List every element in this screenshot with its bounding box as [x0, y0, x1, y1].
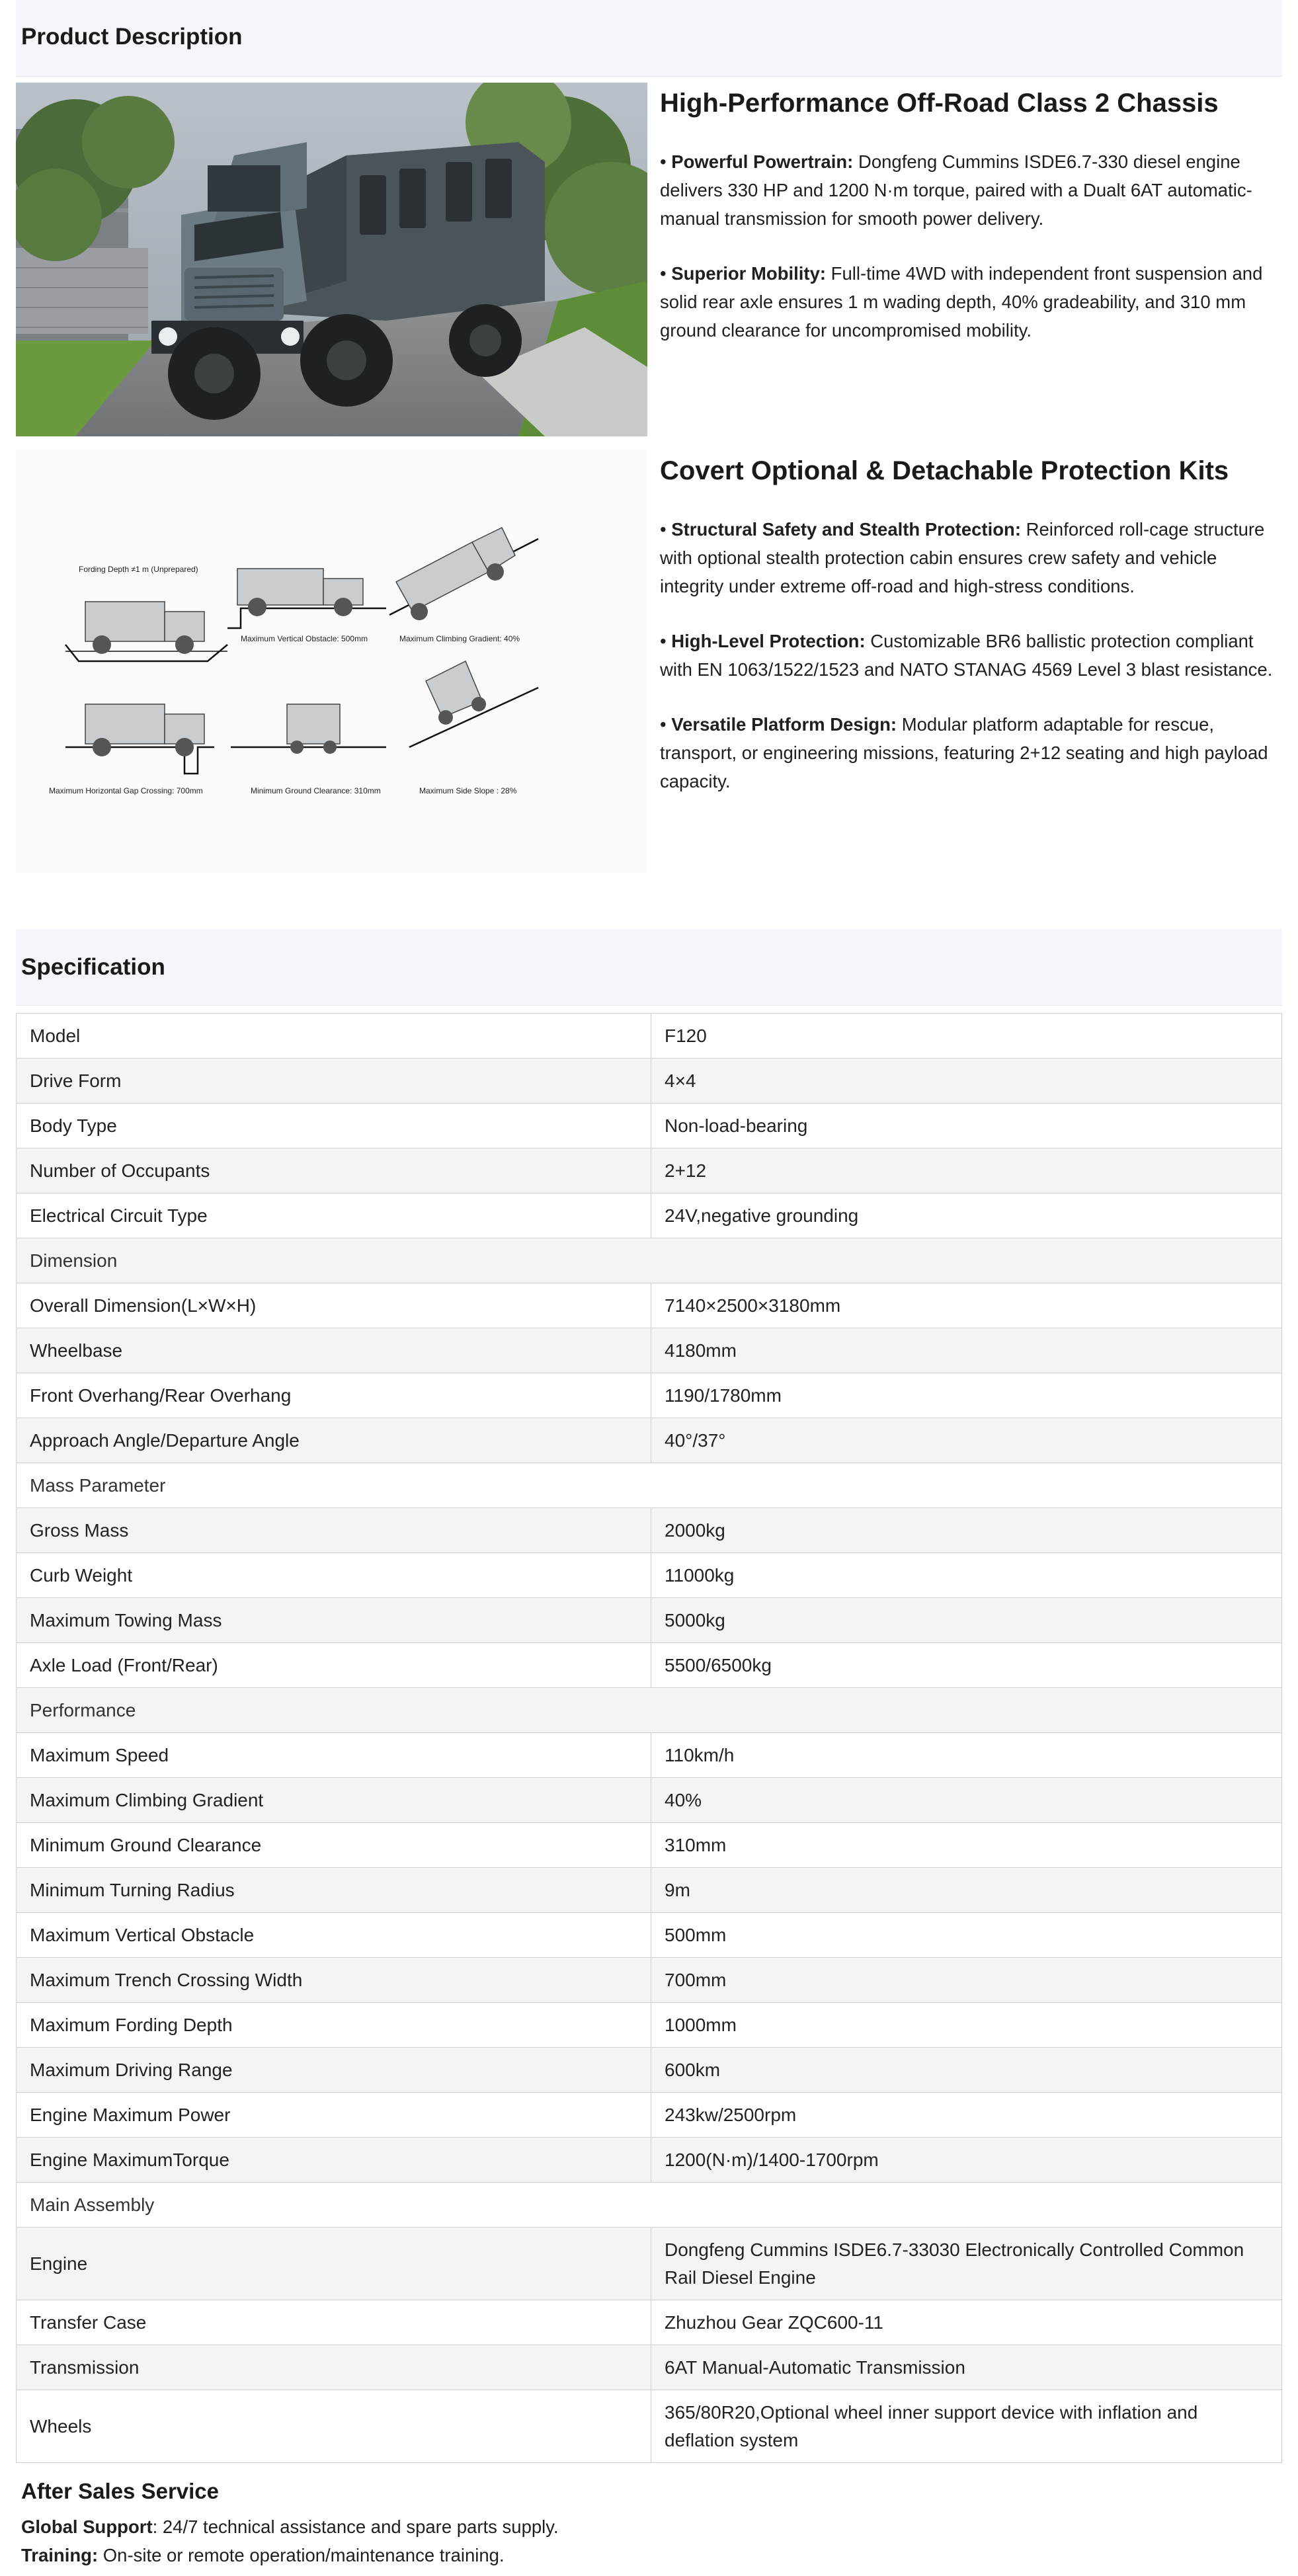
- spec-value: 365/80R20,Optional wheel inner support device with inflation and deflation system: [651, 2390, 1282, 2463]
- table-row: [17, 1553, 1282, 1598]
- spec-group-label: Dimension: [17, 1238, 1282, 1283]
- table-row: [17, 1418, 1282, 1463]
- spec-value: 243kw/2500rpm: [651, 2093, 1282, 2138]
- spec-key: Curb Weight: [17, 1553, 651, 1598]
- spec-key: Maximum Climbing Gradient: [17, 1778, 651, 1823]
- table-group-row: [17, 1688, 1282, 1733]
- spec-key: Maximum Vertical Obstacle: [17, 1913, 651, 1958]
- spec-value: 600km: [651, 2048, 1282, 2093]
- spec-value: 1000mm: [651, 2003, 1282, 2048]
- diagram-label-fording: Fording Depth ≠1 m (Unprepared): [79, 565, 198, 574]
- spec-key: Maximum Speed: [17, 1733, 651, 1778]
- table-row: [17, 1014, 1282, 1059]
- table-row: [17, 1328, 1282, 1373]
- spec-key: Maximum Towing Mass: [17, 1598, 651, 1643]
- spec-value: 700mm: [651, 1958, 1282, 2003]
- spec-group-label: Main Assembly: [17, 2183, 1282, 2228]
- feature-chassis-title: High-Performance Off-Road Class 2 Chassis: [660, 89, 1219, 118]
- table-row: [17, 2048, 1282, 2093]
- spec-key: Maximum Trench Crossing Width: [17, 1958, 651, 2003]
- table-row: [17, 2300, 1282, 2345]
- table-row: [17, 1104, 1282, 1148]
- table-row: [17, 1283, 1282, 1328]
- table-row: [17, 1598, 1282, 1643]
- table-row: [17, 1148, 1282, 1193]
- table-row: [17, 1958, 1282, 2003]
- diagram-label-clearance: Minimum Ground Clearance: 310mm: [251, 786, 381, 795]
- spec-value: 24V,negative grounding: [651, 1193, 1282, 1238]
- table-row: [17, 1059, 1282, 1104]
- feature-protection-bullet-level: • High-Level Protection: Customizable BR6 ballistic protection compliant with EN 1063/1522/1523 and NATO STANAG 4569 Level 3 blast resistance.: [660, 631, 1273, 680]
- diagram-label-vertical: Maximum Vertical Obstacle: 500mm: [241, 634, 368, 643]
- spec-key: Minimum Turning Radius: [17, 1868, 651, 1913]
- spec-key: Maximum Fording Depth: [17, 2003, 651, 2048]
- table-row: [17, 1823, 1282, 1868]
- after-sales-training: Training: On-site or remote operation/maintenance training.: [21, 2545, 505, 2565]
- table-row: [17, 2228, 1282, 2300]
- spec-key: Body Type: [17, 1104, 651, 1148]
- table-row: [17, 1778, 1282, 1823]
- spec-key: Number of Occupants: [17, 1148, 651, 1193]
- diagram-label-gap: Maximum Horizontal Gap Crossing: 700mm: [49, 786, 203, 795]
- spec-value: 110km/h: [651, 1733, 1282, 1778]
- spec-key: Gross Mass: [17, 1508, 651, 1553]
- spec-value: 4×4: [651, 1059, 1282, 1104]
- table-row: [17, 2093, 1282, 2138]
- table-row: [17, 1913, 1282, 1958]
- table-row: [17, 1868, 1282, 1913]
- after-sales-global-support: Global Support: 24/7 technical assistance and spare parts supply.: [21, 2516, 559, 2537]
- spec-value: 4180mm: [651, 1328, 1282, 1373]
- spec-key: Engine: [17, 2228, 651, 2300]
- feature-protection-title: Covert Optional & Detachable Protection Kits: [660, 456, 1229, 485]
- spec-group-label: Mass Parameter: [17, 1463, 1282, 1508]
- table-group-row: [17, 1238, 1282, 1283]
- spec-key: Front Overhang/Rear Overhang: [17, 1373, 651, 1418]
- spec-value: F120: [651, 1014, 1282, 1059]
- feature-protection: [660, 456, 1281, 822]
- spec-key: Wheelbase: [17, 1328, 651, 1373]
- spec-key: Engine Maximum Power: [17, 2093, 651, 2138]
- spec-key: Overall Dimension(L×W×H): [17, 1283, 651, 1328]
- spec-key: Maximum Driving Range: [17, 2048, 651, 2093]
- spec-value: Non-load-bearing: [651, 1104, 1282, 1148]
- after-sales-title: After Sales Service: [21, 2479, 220, 2503]
- spec-value: 6AT Manual-Automatic Transmission: [651, 2345, 1282, 2390]
- spec-key: Wheels: [17, 2390, 651, 2463]
- spec-value: 2000kg: [651, 1508, 1282, 1553]
- table-row: [17, 1193, 1282, 1238]
- spec-value: Dongfeng Cummins ISDE6.7-33030 Electronically Controlled Common Rail Diesel Engine: [651, 2228, 1282, 2300]
- table-row: [17, 2003, 1282, 2048]
- spec-key: Drive Form: [17, 1059, 651, 1104]
- table-row: [17, 2390, 1282, 2463]
- spec-value: 11000kg: [651, 1553, 1282, 1598]
- feature-chassis-bullet-powertrain: • Powerful Powertrain: Dongfeng Cummins ISDE6.7-330 diesel engine delivers 330 HP and 1200 N·m torque, paired with a Dualt 6AT automatic-manual transmission for smooth power delivery.: [660, 151, 1252, 229]
- after-sales-section: [21, 2478, 1278, 2569]
- spec-value: 40°/37°: [651, 1418, 1282, 1463]
- spec-value: 40%: [651, 1778, 1282, 1823]
- table-row: [17, 1643, 1282, 1688]
- diagram-label-climbing: Maximum Climbing Gradient: 40%: [399, 634, 520, 643]
- specification-title: Specification: [21, 954, 165, 980]
- spec-key: Electrical Circuit Type: [17, 1193, 651, 1238]
- diagram-label-slope: Maximum Side Slope : 28%: [419, 786, 517, 795]
- product-description-title: Product Description: [21, 24, 243, 50]
- spec-value: 5000kg: [651, 1598, 1282, 1643]
- specification-header: [16, 929, 1282, 1006]
- spec-value: 500mm: [651, 1913, 1282, 1958]
- table-row: [17, 1508, 1282, 1553]
- table-row: [17, 2138, 1282, 2183]
- spec-key: Minimum Ground Clearance: [17, 1823, 651, 1868]
- capability-diagram: [16, 450, 647, 873]
- spec-key: Axle Load (Front/Rear): [17, 1643, 651, 1688]
- specification-table: [16, 1013, 1282, 2463]
- vehicle-photo: [16, 83, 647, 436]
- feature-protection-bullet-platform: • Versatile Platform Design: Modular platform adaptable for rescue, transport, or engineering missions, featuring 2+12 seating and high payload capacity.: [660, 714, 1268, 791]
- feature-chassis: [660, 89, 1281, 371]
- spec-value: 5500/6500kg: [651, 1643, 1282, 1688]
- spec-key: Transfer Case: [17, 2300, 651, 2345]
- spec-key: Model: [17, 1014, 651, 1059]
- spec-value: 2+12: [651, 1148, 1282, 1193]
- table-row: [17, 2345, 1282, 2390]
- spec-value: 310mm: [651, 1823, 1282, 1868]
- spec-value: 7140×2500×3180mm: [651, 1283, 1282, 1328]
- table-group-row: [17, 1463, 1282, 1508]
- spec-value: Zhuzhou Gear ZQC600-11: [651, 2300, 1282, 2345]
- spec-key: Engine MaximumTorque: [17, 2138, 651, 2183]
- spec-value: 1190/1780mm: [651, 1373, 1282, 1418]
- table-row: [17, 1733, 1282, 1778]
- spec-key: Transmission: [17, 2345, 651, 2390]
- spec-value: 1200(N·m)/1400-1700rpm: [651, 2138, 1282, 2183]
- feature-chassis-bullet-mobility: • Superior Mobility: Full-time 4WD with independent front suspension and solid rear axle ensures 1 m wading depth, 40% gradeability, and 310 mm ground clearance for uncompromised mobility.: [660, 263, 1263, 341]
- spec-key: Approach Angle/Departure Angle: [17, 1418, 651, 1463]
- table-group-row: [17, 2183, 1282, 2228]
- product-description-header: [16, 0, 1282, 77]
- spec-group-label: Performance: [17, 1688, 1282, 1733]
- feature-protection-bullet-structural: • Structural Safety and Stealth Protection: Reinforced roll-cage structure with optional stealth protection cabin ensures crew safety and vehicle integrity under extreme off-road and high-stress conditions.: [660, 519, 1265, 596]
- table-row: [17, 1373, 1282, 1418]
- spec-value: 9m: [651, 1868, 1282, 1913]
